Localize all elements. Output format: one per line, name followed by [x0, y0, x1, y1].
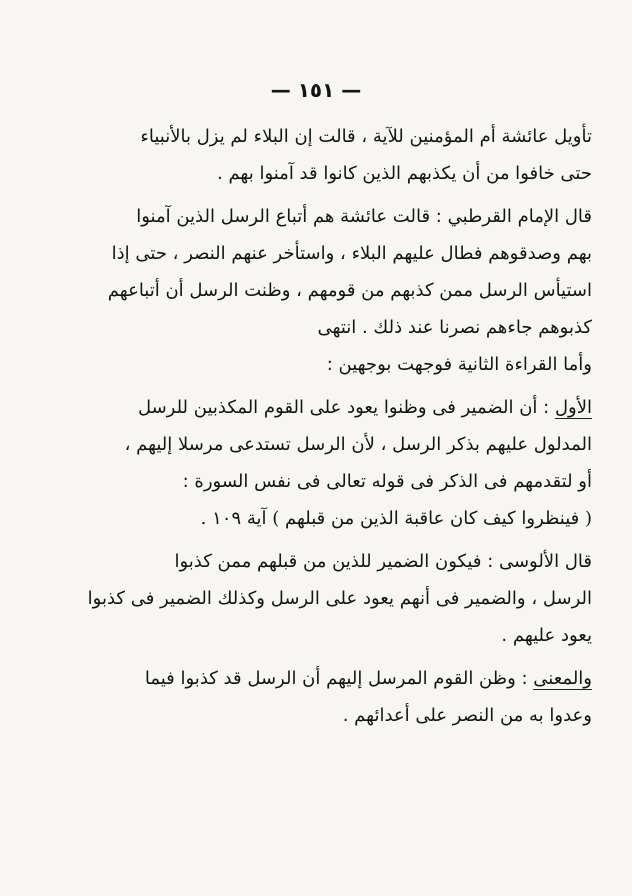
text-line: بهم وصدقوهم فطال عليهم البلاء ، واستأخر عنهم النصر ، حتى إذا	[111, 243, 592, 264]
text-line: كذبوهم جاءهم نصرنا عند ذلك . انتهى	[317, 317, 592, 338]
text-line: وعدوا به من النصر على أعدائهم .	[342, 705, 592, 726]
text-line-rest: : وظن القوم المرسل إليهم أن الرسل قد كذبوا فيما	[144, 668, 528, 689]
text-line	[50, 389, 592, 426]
underlined-lead: الأول	[554, 397, 592, 418]
text-line: استيأس الرسل ممن كذبهم من قومهم ، وظنت الرسل أن أتباعهم	[107, 280, 592, 301]
text-line: حتى خافوا من أن يكذبهم الذين كانوا قد آمنوا بهم .	[217, 163, 592, 184]
page-body	[50, 118, 592, 734]
text-line: المدلول عليهم بذكر الرسل ، لأن الرسل تستدعى مرسلا إليهم ،	[124, 434, 592, 455]
paragraph-1	[50, 118, 592, 192]
paragraph-4	[50, 543, 592, 654]
text-line	[50, 660, 592, 697]
text-line: وأما القراءة الثانية فوجهت بوجهين :	[326, 354, 592, 375]
page-number: — ١٥١ —	[270, 78, 362, 102]
underlined-lead: والمعنى	[533, 668, 592, 689]
text-line: تأويل عائشة أم المؤمنين للآية ، قالت إن البلاء لم يزل بالأنبياء	[140, 126, 592, 147]
text-line: قال الإمام القرطبي : قالت عائشة هم أتباع الرسل الذين آمنوا	[136, 206, 592, 227]
paragraph-2	[50, 198, 592, 383]
quran-verse-line: ( فينظروا كيف كان عاقبة الذين من قبلهم ) آية ١٠٩ .	[200, 508, 592, 529]
text-line: يعود عليهم .	[501, 625, 592, 646]
text-line: أو لتقدمهم فى الذكر فى قوله تعالى فى نفس السورة :	[182, 471, 592, 492]
paragraph-3	[50, 389, 592, 537]
paragraph-5	[50, 660, 592, 734]
text-line-rest: : أن الضمير فى وظنوا يعود على القوم المكذبين للرسل	[137, 397, 550, 418]
text-line: قال الألوسى : فيكون الضمير للذين من قبلهم ممن كذبوا	[174, 551, 592, 572]
text-line: الرسل ، والضمير فى أنهم يعود على الرسل وكذلك الضمير فى كذبوا	[87, 588, 592, 609]
